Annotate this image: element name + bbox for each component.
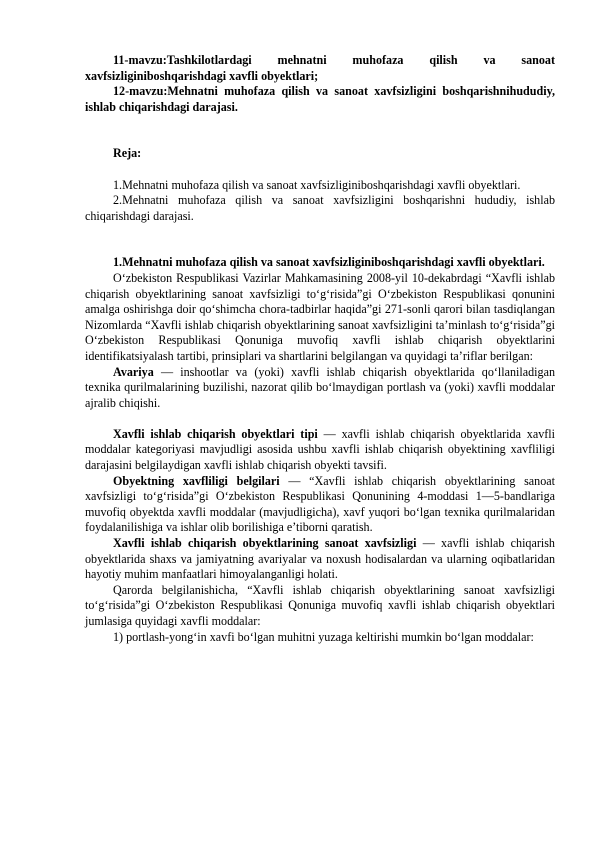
spacer bbox=[85, 411, 555, 427]
spacer bbox=[85, 162, 555, 178]
definition-term: Xavfli ishlab chiqarish obyektlarining sanoat xavfsizligi bbox=[113, 536, 417, 551]
plan-item-2: 2.Mehnatni muhofaza qilish va sanoat xavfsizligini boshqarishni hududiy, ishlab chiqarishdagi darajasi. bbox=[85, 193, 555, 223]
definition-object-type bbox=[85, 427, 555, 474]
definition-industrial-safety bbox=[85, 536, 555, 583]
topic-11-title: 11-mavzu:Tashkilotlardagi mehnatni muhofaza qilish va sanoat xavfsizliginiboshqarishdagi xavfli obyektlari; bbox=[85, 53, 555, 83]
section-1-intro: O‘zbekiston Respublikasi Vazirlar Mahkamasining 2008-yil 10-dekabrdagi “Xavfli ishlab chiqarish obyektlarining sanoat xavfsizligi to‘g‘risida”gi O‘zbekiston Respublikasi qonunini amalga oshirishga doir qo‘shimcha chora-tadbirlar haqida”gi 271-sonli qarori bilan tasdiqlangan Nizomlarda “Xavfli ishlab chiqarish obyektlarining sanoat xavfsizligini ta’minlash to‘g‘risida”gi O‘zbekiston Respublikasi Qonuniga muvofiq xavfli ishlab chiqarish obyektlarini identifikatsiyalash tartibi, prinsiplari va shartlarini belgilangan va quyidagi ta’riflar berilgan: bbox=[85, 270, 555, 363]
definition-avariya bbox=[85, 365, 555, 412]
definition-text: — inshootlar va (yoki) xavfli ishlab chiqarish obyektlarida qo‘llaniladigan texnika qurilmalarining buzilishi, nazorat qilib bo‘lmaydigan portlash va (yoki) xavfli moddalar ajralib chiqishi. bbox=[85, 364, 555, 410]
definition-term: Obyektning xavfliligi belgilari bbox=[113, 473, 280, 488]
definition-danger-signs bbox=[85, 474, 555, 536]
definition-text: — xavfli ishlab chiqarish obyektlarida xavfli moddalar kategoriyasi mavjudligi asosida ushbu xavfli ishlab chiqarish obyektining xavfliligi darajasini belgilaydigan xavfli ishlab chiqarish obyekti tavsifi. bbox=[85, 426, 555, 473]
definition-term: Avariya bbox=[113, 364, 154, 379]
spacer bbox=[85, 224, 555, 255]
definition-text: — xavfli ishlab chiqarish obyektlarida shaxs va jamiyatning avariyalar va noxush hodisalardan va ularning oqibatlaridan hayotiy muhim manfaatlari himoyalanganligi holati. bbox=[85, 536, 555, 582]
plan-title: Reja: bbox=[113, 146, 142, 161]
topic-12-title: 12-mavzu:Mehnatni muhofaza qilish va sanoat xavfsizligini boshqarishnihududiy, ishlab chiqarishdagi darajasi. bbox=[85, 84, 555, 114]
section-1-heading: 1.Mehnatni muhofaza qilish va sanoat xavfsizliginiboshqarishdagi xavfli obyektlari. bbox=[113, 255, 545, 270]
decree-paragraph: Qarorda belgilanishicha, “Xavfli ishlab chiqarish obyektlarining sanoat xavfsizligi to‘g‘risida”gi O‘zbekiston Respublikasi Qonuniga muvofiq xavfli ishlab chiqarish obyektlari jumlasiga quyidagi xavfli moddalar: bbox=[85, 582, 555, 628]
plan-item-1: 1.Mehnatni muhofaza qilish va sanoat xavfsizliginiboshqarishdagi xavfli obyektlari. bbox=[113, 177, 521, 192]
document-page bbox=[85, 53, 555, 645]
definition-term: Xavfli ishlab chiqarish obyektlari tipi bbox=[113, 426, 318, 441]
list-item-1: 1) portlash-yong‘in xavfi bo‘lgan muhitni yuzaga keltirishi mumkin bo‘lgan moddalar: bbox=[113, 629, 534, 644]
spacer bbox=[85, 115, 555, 146]
definition-text: — “Xavfli ishlab chiqarish obyektlarining sanoat xavfsizligi to‘g‘risida”gi O‘zbekiston Respublikasi Qonunining 4-moddasi 1—5-bandlariga muvofiq obyektda xavfli moddalar (mavjudligicha), xavf yuqori bo‘lgan texnika qurilmalaridan foydalanilishiga va ishlar olib borilishiga e’tiborni qaratish. bbox=[85, 473, 555, 535]
